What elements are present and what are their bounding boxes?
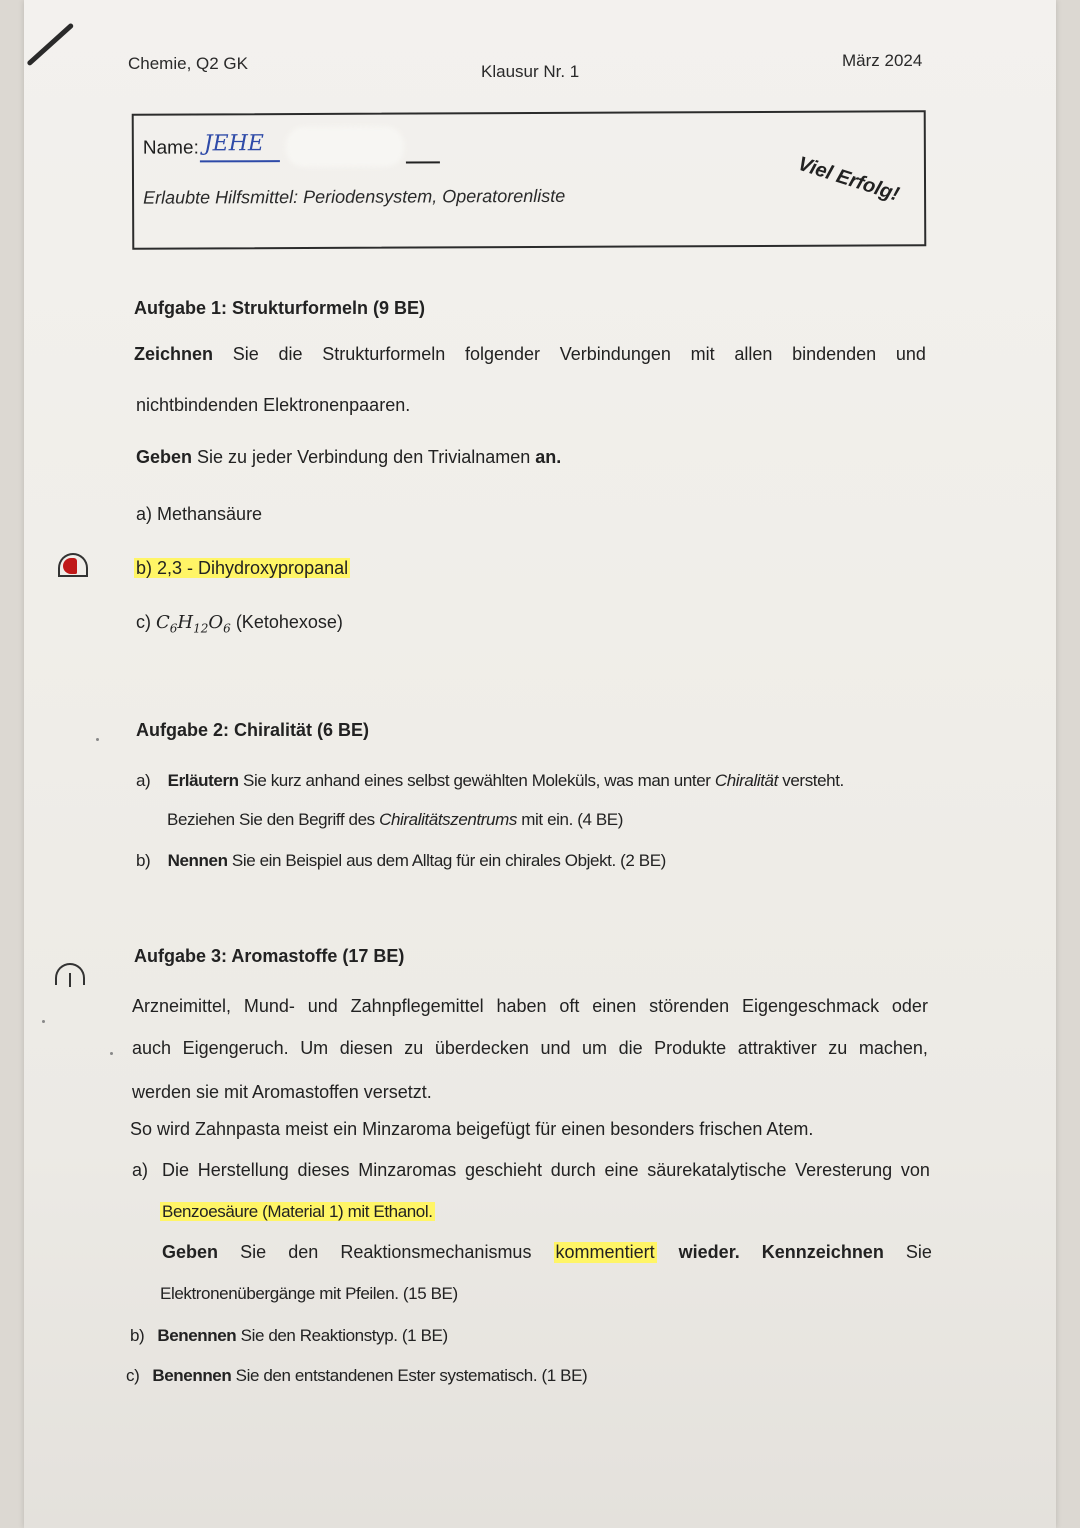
word: Veresterung — [795, 1160, 893, 1180]
word: oft — [559, 996, 580, 1016]
label: c) — [126, 1366, 140, 1385]
name-handwriting: JEHE — [203, 131, 265, 157]
punch-hole-fill — [63, 558, 77, 574]
formula-o: O — [208, 612, 224, 633]
formula-h-count: 12 — [193, 621, 209, 636]
word: den — [288, 1242, 319, 1262]
task3-para-line1 — [132, 996, 928, 1017]
word: von — [900, 1160, 930, 1180]
task1-line2: nichtbindenden Elektronenpaaren. — [136, 395, 411, 415]
task2-item-a2 — [167, 810, 623, 830]
operator-geben: Geben — [136, 447, 193, 467]
word: Die — [162, 1160, 190, 1180]
operator-erlaeutern: Erläutern — [167, 771, 239, 790]
task3-a-line2 — [160, 1202, 435, 1222]
task1-line3-end: an. — [535, 447, 562, 467]
task1-line3-mid: Sie zu jeder Verbindung den Trivialnamen — [197, 447, 531, 467]
word: machen, — [858, 1038, 928, 1058]
word: Herstellung — [197, 1160, 289, 1180]
word: Sie — [232, 344, 259, 364]
word: bindenden — [792, 344, 877, 364]
item-c-suffix: (Ketohexose) — [230, 612, 343, 632]
word: Sie — [905, 1242, 932, 1262]
label: a) — [136, 771, 151, 790]
term-chiralitaetszentrum: Chiralitätszentrums — [379, 810, 517, 829]
punch-hole-upper — [58, 553, 88, 575]
task2-a2-text: Beziehen Sie den Begriff des — [167, 810, 375, 829]
operator-nennen: Nennen — [167, 851, 228, 870]
word: Reaktionsmechanismus — [340, 1242, 532, 1262]
word: säurekatalytische — [647, 1160, 787, 1180]
word: zu — [828, 1038, 848, 1058]
task2-b-text: Sie ein Beispiel aus dem Alltag für ein chirales Objekt. (2 BE) — [231, 851, 666, 870]
task2-item-b — [136, 851, 666, 871]
word: die — [278, 344, 303, 364]
task1-title: Aufgabe 1: Strukturformeln (9 BE) — [134, 298, 426, 318]
word: Minzaromas — [358, 1160, 457, 1180]
margin-dot — [42, 1020, 45, 1023]
formula-h: H — [177, 612, 194, 633]
task3-a-label: a) — [132, 1160, 149, 1180]
task3-a-line1 — [162, 1160, 930, 1181]
label: b) — [130, 1326, 145, 1345]
word: oder — [891, 996, 928, 1016]
word: Eigengeruch. — [182, 1038, 289, 1058]
name-line-end — [406, 161, 440, 163]
word: geschieht — [465, 1160, 543, 1180]
word: um — [582, 1038, 608, 1058]
header-course: Chemie, Q2 GK — [128, 54, 248, 73]
task3-para-line4: So wird Zahnpasta meist ein Minzaroma beigefügt für einen besonders frischen Atem. — [130, 1119, 814, 1139]
word: und — [307, 996, 338, 1016]
word: zu — [404, 1038, 424, 1058]
header-date: März 2024 — [842, 51, 923, 70]
word: Zahnpflegemittel — [350, 996, 484, 1016]
name-underline — [200, 160, 280, 162]
word: Eigengeschmack — [742, 996, 880, 1016]
header-exam: Klausur Nr. 1 — [481, 62, 580, 81]
word: Strukturformeln — [322, 344, 446, 364]
task3-item-b — [130, 1326, 448, 1346]
word: Um — [300, 1038, 329, 1058]
name-box — [132, 110, 927, 249]
operator-kennzeichnen: Kennzeichnen — [761, 1242, 884, 1262]
task3-b-text: Sie den Reaktionstyp. (1 BE) — [240, 1326, 448, 1345]
word: Arzneimittel, — [132, 996, 232, 1016]
formula-o-count: 6 — [223, 621, 231, 636]
task2-a2-end: mit ein. (4 BE) — [521, 810, 623, 829]
word: störenden — [649, 996, 730, 1016]
task3-para-line3: werden sie mit Aromastoffen versetzt. — [132, 1082, 432, 1102]
highlighted-reactants: Benzoesäure (Material 1) mit Ethanol. — [162, 1202, 433, 1221]
word: durch — [550, 1160, 596, 1180]
word: Mund- — [243, 996, 295, 1016]
operator-zeichnen: Zeichnen — [134, 344, 214, 364]
word: haben — [496, 996, 547, 1016]
word: dieses — [297, 1160, 350, 1180]
word: auch — [132, 1038, 172, 1058]
word: folgender — [464, 344, 541, 364]
word: eine — [604, 1160, 639, 1180]
formula-c-count: 6 — [169, 621, 178, 636]
task3-item-c — [126, 1366, 587, 1386]
word-wieder: wieder. — [678, 1242, 740, 1262]
word: die — [618, 1038, 643, 1058]
task3-c-text: Sie den entstandenen Ester systematisch. (1 BE) — [235, 1366, 588, 1385]
margin-dot — [110, 1052, 113, 1055]
word: allen — [734, 344, 773, 364]
task3-title: Aufgabe 3: Aromastoffe (17 BE) — [134, 946, 405, 966]
punch-hole-base — [58, 575, 88, 577]
punch-hole-stem — [69, 973, 71, 987]
word: diesen — [339, 1038, 393, 1058]
task3-para-line2 — [132, 1038, 928, 1059]
task3-a-line4: Elektronenübergänge mit Pfeilen. (15 BE) — [160, 1284, 458, 1303]
word: attraktiver — [737, 1038, 817, 1058]
margin-dot — [96, 738, 99, 741]
good-luck-note: Viel Erfolg! — [795, 152, 902, 206]
task1-item-a: a) Methansäure — [136, 504, 263, 524]
task1-line3 — [136, 447, 561, 468]
task2-item-a — [136, 771, 844, 791]
word: Verbindungen — [559, 344, 671, 364]
label: b) — [136, 851, 151, 870]
allowed-aids: Erlaubte Hilfsmittel: Periodensystem, Operatorenliste — [143, 185, 566, 208]
task3-a-line3 — [162, 1242, 932, 1263]
word: und — [540, 1038, 571, 1058]
task2-a-text: Sie kurz anhand eines selbst gewählten Moleküls, was man unter — [243, 771, 711, 790]
word: Sie — [240, 1242, 267, 1262]
formula-c: C — [156, 612, 170, 633]
task1-line1 — [134, 344, 926, 365]
operator-geben: Geben — [162, 1242, 219, 1262]
highlighted-compound: b) 2,3 - Dihydroxypropanal — [136, 558, 349, 578]
word: mit — [690, 344, 715, 364]
highlighted-kommentiert: kommentiert — [555, 1242, 655, 1262]
item-c-prefix: c) — [136, 612, 156, 632]
punch-hole-lower — [55, 963, 85, 985]
task1-item-c — [136, 612, 343, 636]
operator-benennen: Benennen — [157, 1326, 237, 1345]
word: Produkte — [654, 1038, 727, 1058]
word: einen — [592, 996, 637, 1016]
name-label: Name: — [142, 137, 199, 159]
term-chiralitaet: Chiralität — [714, 771, 778, 790]
task2-a-end: versteht. — [782, 771, 844, 790]
redaction-patch — [286, 127, 404, 168]
task2-title: Aufgabe 2: Chiralität (6 BE) — [136, 720, 370, 740]
task1-item-b — [134, 558, 350, 579]
word: überdecken — [434, 1038, 529, 1058]
operator-benennen: Benennen — [152, 1366, 232, 1385]
word: und — [895, 344, 926, 364]
